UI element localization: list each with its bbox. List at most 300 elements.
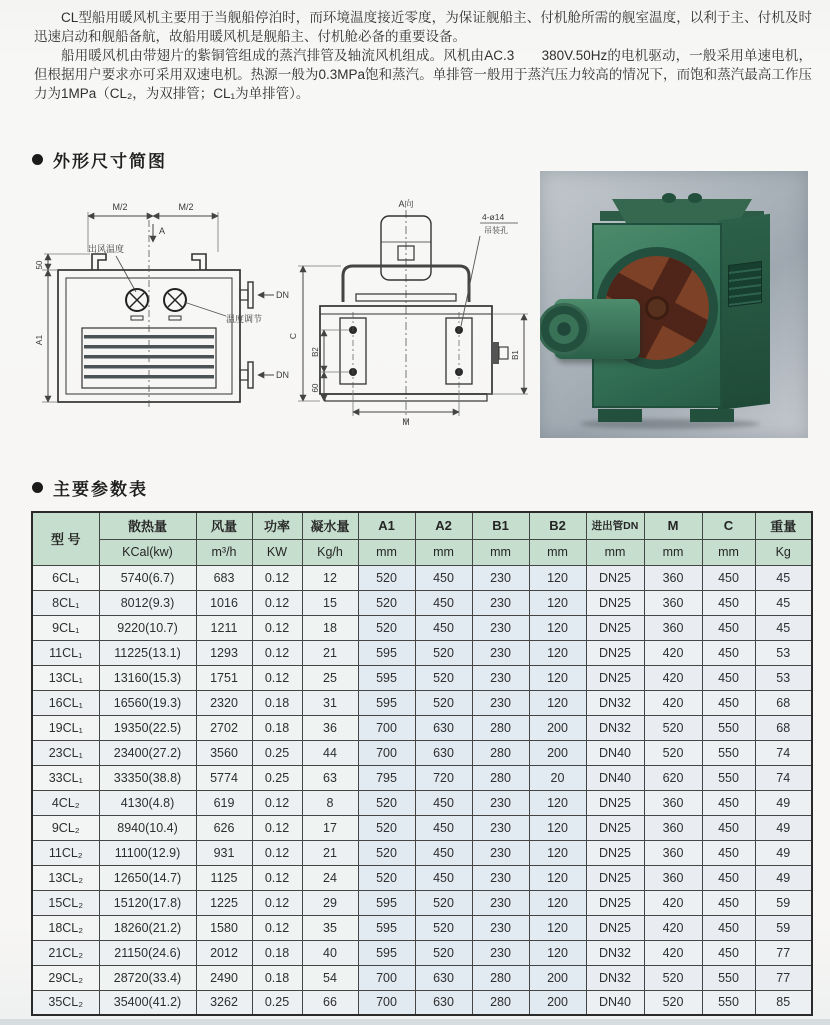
section-dimensions-heading <box>32 147 167 172</box>
value-cell: 120 <box>529 565 586 590</box>
value-cell: 683 <box>196 565 252 590</box>
value-cell: 0.12 <box>252 790 302 815</box>
param-row <box>32 965 812 990</box>
value-cell: 12 <box>302 565 358 590</box>
value-cell: 68 <box>755 690 812 715</box>
param-row <box>32 615 812 640</box>
value-cell: 280 <box>472 740 529 765</box>
value-cell: 550 <box>702 965 755 990</box>
value-cell: 0.12 <box>252 640 302 665</box>
value-cell: 21 <box>302 640 358 665</box>
value-cell: 59 <box>755 890 812 915</box>
value-cell: 595 <box>358 940 415 965</box>
value-cell: 120 <box>529 590 586 615</box>
value-cell: 0.25 <box>252 990 302 1015</box>
value-cell: 9220(10.7) <box>99 615 196 640</box>
value-cell: 450 <box>702 865 755 890</box>
value-cell: 420 <box>644 640 702 665</box>
value-cell: 8940(10.4) <box>99 815 196 840</box>
value-cell: DN25 <box>586 665 644 690</box>
front-view-drawing <box>30 190 290 435</box>
value-cell: 63 <box>302 765 358 790</box>
dim-label-m: M <box>402 417 410 427</box>
value-cell: 120 <box>529 615 586 640</box>
value-cell: 120 <box>529 640 586 665</box>
param-row <box>32 990 812 1015</box>
param-col-unit: KW <box>252 539 302 565</box>
value-cell: 450 <box>415 615 472 640</box>
value-cell: 520 <box>415 665 472 690</box>
model-cell: 15CL₂ <box>32 890 99 915</box>
value-cell: 700 <box>358 990 415 1015</box>
param-row <box>32 740 812 765</box>
value-cell: 230 <box>472 940 529 965</box>
value-cell: 550 <box>702 765 755 790</box>
value-cell: 25 <box>302 665 358 690</box>
value-cell: 520 <box>358 815 415 840</box>
value-cell: DN32 <box>586 715 644 740</box>
value-cell: 795 <box>358 765 415 790</box>
value-cell: 120 <box>529 665 586 690</box>
value-cell: 595 <box>358 915 415 940</box>
param-row <box>32 565 812 590</box>
param-col-unit: mm <box>702 539 755 565</box>
value-cell: DN32 <box>586 690 644 715</box>
value-cell: 45 <box>755 565 812 590</box>
value-cell: 520 <box>644 715 702 740</box>
value-cell: 450 <box>702 815 755 840</box>
value-cell: 450 <box>702 940 755 965</box>
value-cell: 0.18 <box>252 940 302 965</box>
parameters-table-head <box>32 512 812 565</box>
value-cell: 0.12 <box>252 565 302 590</box>
value-cell: 0.12 <box>252 590 302 615</box>
param-col-header: 凝水量 <box>302 512 358 539</box>
model-cell: 13CL₂ <box>32 865 99 890</box>
intro-text <box>34 8 812 103</box>
value-cell: 0.12 <box>252 865 302 890</box>
value-cell: DN25 <box>586 815 644 840</box>
value-cell: 16560(19.3) <box>99 690 196 715</box>
value-cell: 450 <box>702 890 755 915</box>
value-cell: 200 <box>529 740 586 765</box>
value-cell: 520 <box>358 840 415 865</box>
param-row <box>32 940 812 965</box>
value-cell: 520 <box>358 790 415 815</box>
param-col-header: A2 <box>415 512 472 539</box>
value-cell: 595 <box>358 640 415 665</box>
machine-motor <box>554 299 640 359</box>
value-cell: 120 <box>529 915 586 940</box>
value-cell: 230 <box>472 665 529 690</box>
value-cell: 77 <box>755 965 812 990</box>
value-cell: 0.12 <box>252 815 302 840</box>
value-cell: 11100(12.9) <box>99 840 196 865</box>
value-cell: 13160(15.3) <box>99 665 196 690</box>
value-cell: 20 <box>529 765 586 790</box>
value-cell: 520 <box>415 940 472 965</box>
value-cell: 49 <box>755 865 812 890</box>
value-cell: 280 <box>472 990 529 1015</box>
value-cell: 0.18 <box>252 715 302 740</box>
dim-label-60: 60 <box>311 383 320 393</box>
value-cell: 120 <box>529 940 586 965</box>
value-cell: 1293 <box>196 640 252 665</box>
dim-label-b2: B2 <box>311 347 320 357</box>
model-cell: 23CL₁ <box>32 740 99 765</box>
machine-side-face <box>718 214 770 410</box>
value-cell: 74 <box>755 765 812 790</box>
value-cell: 54 <box>302 965 358 990</box>
value-cell: 420 <box>644 915 702 940</box>
outlet-temp-label: 出风温度 <box>88 244 125 254</box>
value-cell: 520 <box>358 590 415 615</box>
value-cell: 200 <box>529 965 586 990</box>
param-col-header: C <box>702 512 755 539</box>
value-cell: 280 <box>472 965 529 990</box>
value-cell: 630 <box>415 715 472 740</box>
value-cell: DN32 <box>586 940 644 965</box>
value-cell: 450 <box>702 915 755 940</box>
value-cell: 0.18 <box>252 965 302 990</box>
value-cell: 120 <box>529 865 586 890</box>
value-cell: 0.18 <box>252 690 302 715</box>
value-cell: 5774 <box>196 765 252 790</box>
value-cell: 720 <box>415 765 472 790</box>
value-cell: 21150(24.6) <box>99 940 196 965</box>
value-cell: 120 <box>529 790 586 815</box>
dim-label-m2-right: M/2 <box>178 202 194 212</box>
value-cell: 450 <box>415 590 472 615</box>
param-col-unit: KCal(kw) <box>99 539 196 565</box>
value-cell: 360 <box>644 615 702 640</box>
param-col-header: B1 <box>472 512 529 539</box>
value-cell: 0.12 <box>252 915 302 940</box>
value-cell: 24 <box>302 865 358 890</box>
fan-hub <box>645 296 669 320</box>
value-cell: 700 <box>358 715 415 740</box>
value-cell: 0.12 <box>252 840 302 865</box>
value-cell: 1016 <box>196 590 252 615</box>
value-cell: 626 <box>196 815 252 840</box>
value-cell: 53 <box>755 665 812 690</box>
value-cell: 29 <box>302 890 358 915</box>
value-cell: 280 <box>472 765 529 790</box>
value-cell: 8 <box>302 790 358 815</box>
param-col-unit: mm <box>644 539 702 565</box>
value-cell: 450 <box>702 690 755 715</box>
param-row <box>32 765 812 790</box>
param-row <box>32 915 812 940</box>
value-cell: 4130(4.8) <box>99 790 196 815</box>
value-cell: 700 <box>358 965 415 990</box>
value-cell: 450 <box>702 790 755 815</box>
machine-nameplate <box>728 261 762 307</box>
value-cell: 49 <box>755 790 812 815</box>
value-cell: 2012 <box>196 940 252 965</box>
value-cell: 520 <box>415 640 472 665</box>
value-cell: 230 <box>472 915 529 940</box>
value-cell: DN25 <box>586 915 644 940</box>
model-cell: 6CL₁ <box>32 565 99 590</box>
value-cell: 230 <box>472 890 529 915</box>
param-row <box>32 890 812 915</box>
holes-name-label: 吊装孔 <box>484 226 508 235</box>
value-cell: 450 <box>415 815 472 840</box>
value-cell: 931 <box>196 840 252 865</box>
value-cell: 45 <box>755 615 812 640</box>
value-cell: 450 <box>702 590 755 615</box>
value-cell: 450 <box>415 565 472 590</box>
value-cell: 520 <box>415 915 472 940</box>
value-cell: 450 <box>702 640 755 665</box>
value-cell: 74 <box>755 740 812 765</box>
value-cell: 59 <box>755 915 812 940</box>
value-cell: 0.25 <box>252 765 302 790</box>
value-cell: 1225 <box>196 890 252 915</box>
value-cell: 450 <box>702 840 755 865</box>
param-col-unit: m³/h <box>196 539 252 565</box>
value-cell: 360 <box>644 840 702 865</box>
value-cell: 15 <box>302 590 358 615</box>
value-cell: 550 <box>702 740 755 765</box>
value-cell: 450 <box>702 615 755 640</box>
value-cell: 1580 <box>196 915 252 940</box>
param-row <box>32 865 812 890</box>
model-cell: 11CL₁ <box>32 640 99 665</box>
value-cell: 2490 <box>196 965 252 990</box>
machine-foot <box>598 409 642 422</box>
dim-label-b1: B1 <box>511 350 520 360</box>
value-cell: 53 <box>755 640 812 665</box>
value-cell: 630 <box>415 740 472 765</box>
value-cell: 360 <box>644 590 702 615</box>
value-cell: DN25 <box>586 890 644 915</box>
value-cell: 200 <box>529 715 586 740</box>
param-col-unit: Kg <box>755 539 812 565</box>
section-parameters-title: 主要参数表 <box>53 480 148 499</box>
value-cell: 595 <box>358 690 415 715</box>
value-cell: 2320 <box>196 690 252 715</box>
value-cell: 520 <box>358 615 415 640</box>
param-row <box>32 590 812 615</box>
value-cell: 3560 <box>196 740 252 765</box>
value-cell: 17 <box>302 815 358 840</box>
parameters-table-body <box>32 565 812 1015</box>
value-cell: 450 <box>415 790 472 815</box>
value-cell: 280 <box>472 715 529 740</box>
value-cell: 420 <box>644 665 702 690</box>
value-cell: 0.25 <box>252 740 302 765</box>
param-col-header: 重量 <box>755 512 812 539</box>
value-cell: 2702 <box>196 715 252 740</box>
param-col-header: 进出管DN <box>586 512 644 539</box>
value-cell: 1211 <box>196 615 252 640</box>
value-cell: 450 <box>702 565 755 590</box>
value-cell: 19350(22.5) <box>99 715 196 740</box>
value-cell: 12650(14.7) <box>99 865 196 890</box>
machine-foot <box>690 409 734 422</box>
value-cell: 44 <box>302 740 358 765</box>
value-cell: 520 <box>415 890 472 915</box>
value-cell: 520 <box>358 565 415 590</box>
value-cell: 450 <box>415 865 472 890</box>
value-cell: 230 <box>472 640 529 665</box>
param-row <box>32 640 812 665</box>
value-cell: 120 <box>529 690 586 715</box>
model-cell: 11CL₂ <box>32 840 99 865</box>
value-cell: 120 <box>529 840 586 865</box>
value-cell: 420 <box>644 690 702 715</box>
value-cell: 8012(9.3) <box>99 590 196 615</box>
bullet-icon <box>32 482 43 493</box>
param-row <box>32 840 812 865</box>
param-row <box>32 665 812 690</box>
value-cell: 23400(27.2) <box>99 740 196 765</box>
value-cell: 550 <box>702 715 755 740</box>
value-cell: 230 <box>472 865 529 890</box>
value-cell: 85 <box>755 990 812 1015</box>
value-cell: 15120(17.8) <box>99 890 196 915</box>
value-cell: 5740(6.7) <box>99 565 196 590</box>
value-cell: DN40 <box>586 740 644 765</box>
value-cell: 360 <box>644 565 702 590</box>
param-col-unit: mm <box>415 539 472 565</box>
value-cell: DN25 <box>586 790 644 815</box>
model-cell: 35CL₂ <box>32 990 99 1015</box>
value-cell: 595 <box>358 665 415 690</box>
param-row <box>32 690 812 715</box>
intro-paragraph-2: 船用暖风机由带翅片的紫铜管组成的蒸汽排管及轴流风机组成。风机由AC.3 380V.50Hz的电机驱动，一般采用单速电机，但根据用户要求亦可采用双速电机。热源一般为0.3MPa饱和蒸汽。单排管一般用于蒸汽压力较高的情况下，而饱和蒸汽最高工作压力为1MPa（CL₂，为双排管；CL₁为单排管）。 <box>34 48 812 101</box>
dim-label-c: C <box>288 332 298 340</box>
param-col-header: A1 <box>358 512 415 539</box>
param-col-header: 风量 <box>196 512 252 539</box>
value-cell: 360 <box>644 815 702 840</box>
value-cell: 0.12 <box>252 890 302 915</box>
value-cell: 619 <box>196 790 252 815</box>
value-cell: 35 <box>302 915 358 940</box>
parameters-table <box>31 511 813 1016</box>
value-cell: 230 <box>472 565 529 590</box>
dim-label-a1: A1 <box>34 334 44 346</box>
model-cell: 9CL₂ <box>32 815 99 840</box>
value-cell: 33350(38.8) <box>99 765 196 790</box>
value-cell: 230 <box>472 590 529 615</box>
value-cell: 450 <box>702 665 755 690</box>
value-cell: 21 <box>302 840 358 865</box>
value-cell: DN40 <box>586 990 644 1015</box>
temp-adjust-label: 温度调节 <box>226 314 263 324</box>
side-view-drawing <box>278 194 538 434</box>
value-cell: 200 <box>529 990 586 1015</box>
product-photo <box>540 171 808 438</box>
value-cell: 1751 <box>196 665 252 690</box>
value-cell: DN25 <box>586 865 644 890</box>
model-cell: 21CL₂ <box>32 940 99 965</box>
model-cell: 9CL₁ <box>32 615 99 640</box>
value-cell: 700 <box>358 740 415 765</box>
value-cell: 520 <box>644 740 702 765</box>
value-cell: 520 <box>358 865 415 890</box>
value-cell: DN25 <box>586 565 644 590</box>
value-cell: 420 <box>644 890 702 915</box>
value-cell: 230 <box>472 840 529 865</box>
value-cell: DN32 <box>586 965 644 990</box>
value-cell: DN25 <box>586 840 644 865</box>
param-col-header: B2 <box>529 512 586 539</box>
value-cell: 120 <box>529 815 586 840</box>
value-cell: 120 <box>529 890 586 915</box>
value-cell: 0.12 <box>252 615 302 640</box>
value-cell: 620 <box>644 765 702 790</box>
dn-label-top: DN <box>276 290 289 300</box>
value-cell: 520 <box>415 690 472 715</box>
dn-label-bottom: DN <box>276 370 289 380</box>
value-cell: 1125 <box>196 865 252 890</box>
model-cell: 33CL₁ <box>32 765 99 790</box>
value-cell: 230 <box>472 790 529 815</box>
section-dimensions-title: 外形尺寸简图 <box>53 152 167 171</box>
value-cell: 520 <box>644 965 702 990</box>
machine-top-cap <box>662 193 676 203</box>
value-cell: 230 <box>472 815 529 840</box>
section-parameters-heading <box>32 475 148 500</box>
value-cell: 230 <box>472 615 529 640</box>
value-cell: 18 <box>302 615 358 640</box>
value-cell: 11225(13.1) <box>99 640 196 665</box>
value-cell: 360 <box>644 790 702 815</box>
param-col-unit: mm <box>358 539 415 565</box>
model-cell: 16CL₁ <box>32 690 99 715</box>
value-cell: 0.12 <box>252 665 302 690</box>
machine-top-cap <box>688 193 702 203</box>
holes-spec-label: 4-ø14 <box>482 212 505 222</box>
value-cell: 31 <box>302 690 358 715</box>
value-cell: 36 <box>302 715 358 740</box>
value-cell: 40 <box>302 940 358 965</box>
dim-label-50: 50 <box>35 260 44 270</box>
value-cell: DN25 <box>586 590 644 615</box>
value-cell: 49 <box>755 815 812 840</box>
value-cell: 630 <box>415 990 472 1015</box>
model-cell: 29CL₂ <box>32 965 99 990</box>
param-col-unit: Kg/h <box>302 539 358 565</box>
param-col-header: 功率 <box>252 512 302 539</box>
value-cell: 630 <box>415 965 472 990</box>
value-cell: 28720(33.4) <box>99 965 196 990</box>
value-cell: 49 <box>755 840 812 865</box>
value-cell: 230 <box>472 690 529 715</box>
value-cell: 77 <box>755 940 812 965</box>
model-cell: 19CL₁ <box>32 715 99 740</box>
param-col-header: M <box>644 512 702 539</box>
value-cell: DN25 <box>586 640 644 665</box>
value-cell: 3262 <box>196 990 252 1015</box>
value-cell: 550 <box>702 990 755 1015</box>
value-cell: 35400(41.2) <box>99 990 196 1015</box>
scan-edge <box>0 1019 830 1025</box>
param-col-header: 散热量 <box>99 512 196 539</box>
param-col-unit: mm <box>472 539 529 565</box>
a-view-label: A向 <box>398 199 414 209</box>
model-cell: 4CL₂ <box>32 790 99 815</box>
model-cell: 8CL₁ <box>32 590 99 615</box>
value-cell: 66 <box>302 990 358 1015</box>
section-mark-a: A <box>159 226 166 236</box>
param-row <box>32 815 812 840</box>
intro-paragraph-1: CL型船用暖风机主要用于当舰船停泊时，而环境温度接近零度，为保证舰船主、付机舱所需的舰室温度，以利于主、付机及时迅速启动和舰船备航，故船用暖风机是舰船主、付机舱必备的重要设备。 <box>34 10 812 44</box>
value-cell: 450 <box>415 840 472 865</box>
